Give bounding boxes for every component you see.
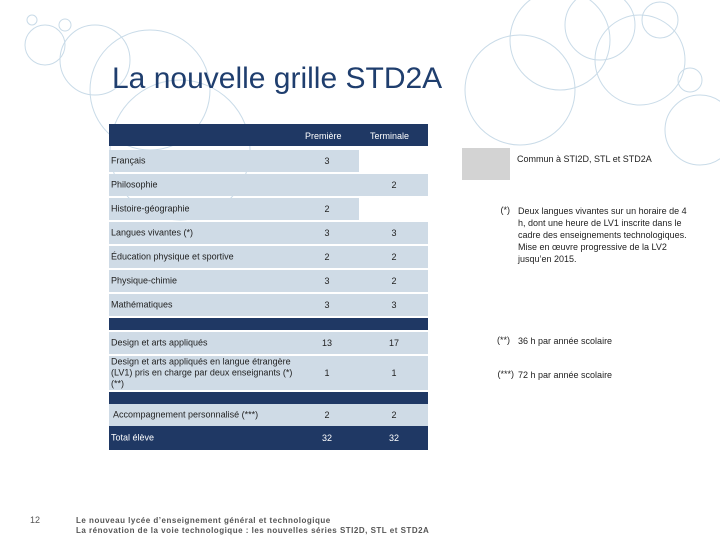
value-terminale: 3 xyxy=(391,300,397,310)
blank-cell xyxy=(359,198,428,220)
row-label: Design et arts appliqués xyxy=(111,337,208,348)
note-mark: (***) xyxy=(497,369,514,379)
note-text: 36 h par année scolaire xyxy=(518,336,613,346)
value-premiere: 3 xyxy=(324,300,330,310)
note-mark: (**) xyxy=(497,335,510,345)
footer-line-2: La rénovation de la voie technologique : les nouvelles séries STI2D, STL et STD2A xyxy=(76,526,430,535)
value-terminale: 2 xyxy=(391,410,397,420)
column-header-terminale: Terminale xyxy=(370,131,410,141)
legend-text: Commun à STI2D, STL et STD2A xyxy=(517,154,652,164)
row-label: Philosophie xyxy=(111,179,158,190)
value-premiere: 1 xyxy=(324,368,330,378)
table-row xyxy=(109,404,428,426)
table-row xyxy=(109,356,428,390)
value-terminale: 17 xyxy=(388,338,399,348)
value-terminale: 2 xyxy=(391,276,397,286)
value-premiere: 2 xyxy=(324,252,330,262)
note-mark: (*) xyxy=(500,205,510,215)
value-premiere: 3 xyxy=(324,228,330,238)
page-title: La nouvelle grille STD2A xyxy=(112,62,443,95)
value-premiere: 3 xyxy=(324,156,330,166)
legend-swatch xyxy=(462,148,510,180)
table-header xyxy=(109,124,428,146)
row-label: Physique-chimie xyxy=(111,275,178,286)
table-row xyxy=(109,332,428,354)
table-row xyxy=(109,270,428,292)
blank-cell xyxy=(359,150,428,172)
table-row xyxy=(109,294,428,316)
value-premiere: 3 xyxy=(324,276,330,286)
note-text: Deux langues vivantes sur un horaire de 4 h, dont une heure de LV1 inscrite dans le cadre des enseignements technologiques. Mise en œuvre progressive de la LV2 jusqu’en 2015. xyxy=(518,206,687,264)
note-text: 72 h par année scolaire xyxy=(518,370,613,380)
table-row-total xyxy=(109,426,428,450)
row-label: Total élève xyxy=(111,432,155,443)
footer xyxy=(76,516,429,536)
row-label: Design et arts appliqués en langue étrangère (LV1) pris en charge par deux enseignants (*) (**) xyxy=(111,356,293,389)
value-premiere: 13 xyxy=(321,338,332,348)
footer-line-1: Le nouveau lycée d’enseignement général et technologique xyxy=(76,516,331,525)
value-terminale: 2 xyxy=(391,252,397,262)
table-row xyxy=(109,246,428,268)
row-label: Français xyxy=(111,155,146,166)
row-label: Langues vivantes (*) xyxy=(111,227,194,238)
table-row xyxy=(109,174,428,196)
page-number: 12 xyxy=(30,515,41,525)
table-row xyxy=(109,222,428,244)
table-row xyxy=(109,150,428,172)
column-header-premiere: Première xyxy=(305,131,342,141)
value-premiere: 2 xyxy=(324,204,330,214)
row-label: Éducation physique et sportive xyxy=(111,251,234,262)
section-divider xyxy=(109,318,428,330)
value-terminale: 1 xyxy=(391,368,397,378)
value-premiere: 2 xyxy=(324,410,330,420)
row-label: Mathématiques xyxy=(111,299,173,310)
value-premiere: 32 xyxy=(321,433,332,443)
row-label: Histoire-géographie xyxy=(111,203,190,214)
blank-cell xyxy=(295,174,359,196)
value-terminale: 3 xyxy=(391,228,397,238)
section-divider xyxy=(109,392,428,404)
value-terminale: 32 xyxy=(388,433,399,443)
value-terminale: 2 xyxy=(391,180,397,190)
table-row xyxy=(109,198,428,220)
row-label: Accompagnement personnalisé (***) xyxy=(113,409,259,420)
